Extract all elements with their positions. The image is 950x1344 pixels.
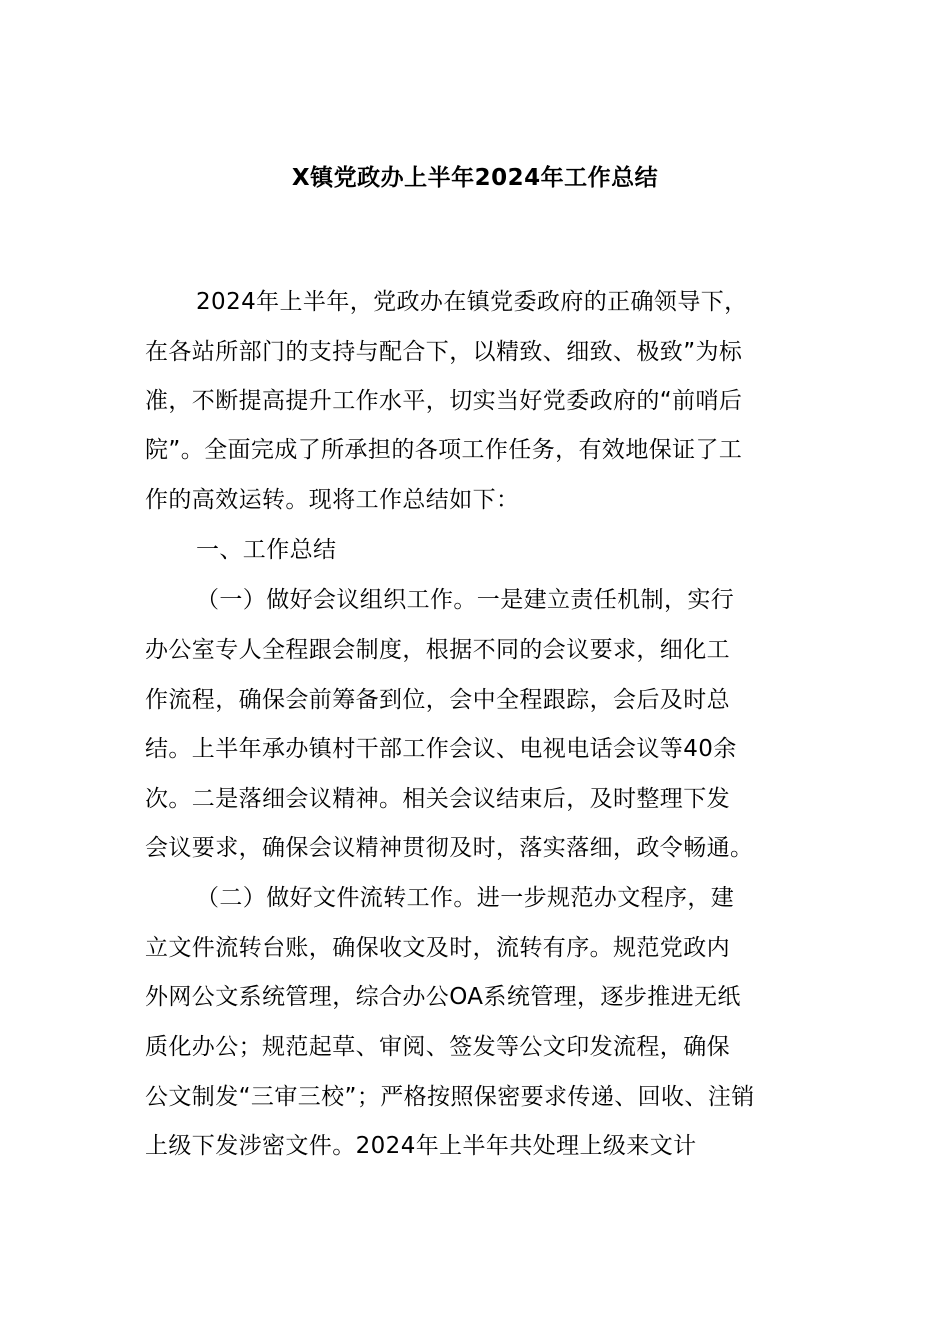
paragraph-line: 作流程，确保会前筹备到位，会中全程跟踪，会后及时总	[145, 687, 730, 713]
paragraph-line: 在各站所部门的支持与配合下，以精致、细致、极致”为标	[145, 339, 743, 365]
paragraph-line: 作的高效运转。现将工作总结如下：	[145, 487, 520, 513]
paragraph-line: 准，不断提高提升工作水平，切实当好党委政府的“前哨后	[145, 388, 743, 414]
paragraph-line: 结。上半年承办镇村干部工作会议、电视电话会议等40余	[145, 736, 737, 762]
paragraph-line: （一）做好会议组织工作。一是建立责任机制，实行	[196, 587, 735, 613]
section-heading: 一、工作总结	[196, 537, 337, 563]
paragraph-line: 上级下发涉密文件。2024年上半年共处理上级来文计	[145, 1133, 697, 1159]
paragraph-line: 立文件流转台账，确保收文及时，流转有序。规范党政内	[145, 935, 730, 961]
paragraph-line: （二）做好文件流转工作。进一步规范办文程序，建	[196, 885, 735, 911]
paragraph-line: 会议要求，确保会议精神贯彻及时，落实落细，政令畅通。	[145, 835, 754, 861]
paragraph-line: 办公室专人全程跟会制度，根据不同的会议要求，细化工	[145, 637, 730, 663]
paragraph-line: 院”。全面完成了所承担的各项工作任务，有效地保证了工	[145, 437, 743, 463]
paragraph-line: 外网公文系统管理，综合办公OA系统管理，逐步推进无纸	[145, 984, 741, 1010]
paragraph-line: 质化办公；规范起草、审阅、签发等公文印发流程，确保	[145, 1034, 730, 1060]
paragraph-line: 次。二是落细会议精神。相关会议结束后，及时整理下发	[145, 786, 730, 812]
paragraph-line: 2024年上半年，党政办在镇党委政府的正确领导下，	[196, 289, 748, 315]
paragraph-line: 公文制发“三审三校”；严格按照保密要求传递、回收、注销	[145, 1084, 755, 1110]
document-title: X镇党政办上半年2024年工作总结	[291, 165, 659, 191]
